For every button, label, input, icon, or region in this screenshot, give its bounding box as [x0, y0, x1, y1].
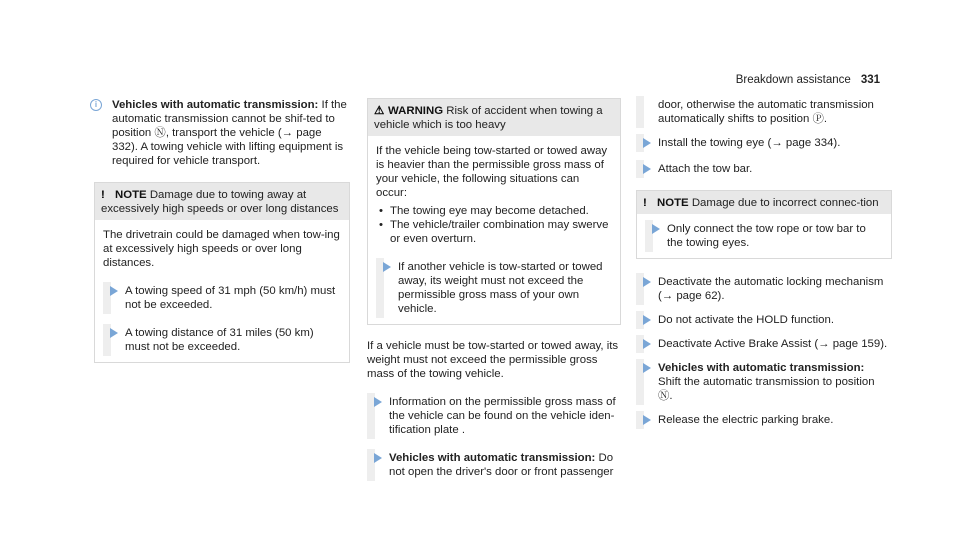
note-mark-icon: !: [643, 197, 647, 209]
arrow-icon: [643, 164, 651, 174]
note-body: [95, 220, 349, 362]
warning-icon: ⚠: [374, 105, 385, 117]
note-body: [637, 214, 891, 258]
warning-title: WARNING: [388, 105, 444, 117]
info-block: [90, 98, 350, 168]
info-icon: i: [90, 99, 102, 111]
arrow-icon: [110, 328, 118, 338]
note-mark-icon: !: [101, 189, 105, 201]
step-item: Release the electric parking brake.: [636, 413, 892, 427]
page-header: [736, 73, 880, 87]
arrow-icon: [643, 339, 651, 349]
arrow-icon: [383, 262, 391, 272]
paragraph: If a vehicle must be tow-started or towed away, its weight must not exceed the permissible gross mass of the towing vehicle.: [367, 340, 619, 380]
step-item: Deactivate the automatic locking mechanism (→ page 62).: [636, 275, 892, 303]
step-continuation: door, otherwise the automatic transmission automatically shifts to position Ⓟ.: [636, 98, 892, 126]
arrow-icon: [374, 453, 382, 463]
arrow-icon: [110, 286, 118, 296]
note-box: [636, 190, 892, 259]
info-text: If the automatic transmission cannot be shif-ted to position Ⓝ, transport the vehicle (→ page 332). A towing vehicle with lifting equipment is required for vehicle transport.: [112, 99, 347, 167]
arrow-icon: [652, 224, 660, 234]
step-item: Install the towing eye (→ page 334).: [636, 136, 892, 150]
warning-text: Risk of accident when towing a vehicle which is too heavy: [374, 105, 603, 131]
warning-box: [367, 98, 621, 325]
note-body-text: The drivetrain could be damaged when tow-ing at excessively high speeds or over long distances.: [103, 229, 340, 269]
warning-bullets: [376, 204, 612, 246]
page-number: 331: [860, 74, 880, 86]
bullet-item: • The vehicle/trailer combination may swerve or even overturn.: [376, 218, 612, 246]
arrow-icon: [643, 315, 651, 325]
step-item: If another vehicle is tow-started or towed away, its weight must not exceed the permissible gross mass of your own vehicle.: [376, 260, 612, 316]
note-box: [94, 182, 350, 363]
column-2: [367, 98, 621, 479]
step-item: A towing speed of 31 mph (50 km/h) must not be exceeded.: [103, 284, 341, 312]
info-bold: Vehicles with automatic transmission:: [112, 99, 319, 111]
arrow-icon: [643, 415, 651, 425]
step-item: A towing distance of 31 miles (50 km) must not be exceeded.: [103, 326, 341, 354]
warning-header: [368, 99, 620, 136]
step-item: Only connect the tow rope or tow bar to the towing eyes.: [645, 222, 883, 250]
note-title: NOTE: [657, 197, 689, 209]
arrow-icon: [643, 138, 651, 148]
warning-body-text: If the vehicle being tow-started or towed away is heavier than the permissible gross mass of your vehicle, the following situations can occur:: [376, 145, 608, 199]
note-header: [95, 183, 349, 220]
step-item: Vehicles with automatic transmission: Do not open the driver's door or front passenger: [367, 451, 621, 479]
note-header: [637, 191, 891, 214]
column-3: [636, 98, 892, 427]
note-title: NOTE: [115, 189, 147, 201]
note-text: Damage due to towing away at excessively high speeds or over long distances: [101, 189, 339, 215]
bullet-item: • The towing eye may become detached.: [376, 204, 612, 218]
warning-body: [368, 136, 620, 324]
step-item: Do not activate the HOLD function.: [636, 313, 892, 327]
arrow-icon: [374, 397, 382, 407]
arrow-icon: [643, 363, 651, 373]
section-title: Breakdown assistance: [735, 74, 851, 86]
arrow-icon: [643, 277, 651, 287]
note-text: Damage due to incorrect connec-tion: [688, 197, 879, 209]
step-item: Vehicles with automatic transmission: Shift the automatic transmission to position Ⓝ.: [636, 361, 892, 403]
step-item: Deactivate Active Brake Assist (→ page 159).: [636, 337, 892, 351]
step-item: Attach the tow bar.: [636, 162, 892, 176]
step-item: Information on the permissible gross mass of the vehicle can be found on the vehicle iden-tification plate .: [367, 395, 621, 437]
column-1: [94, 98, 350, 363]
